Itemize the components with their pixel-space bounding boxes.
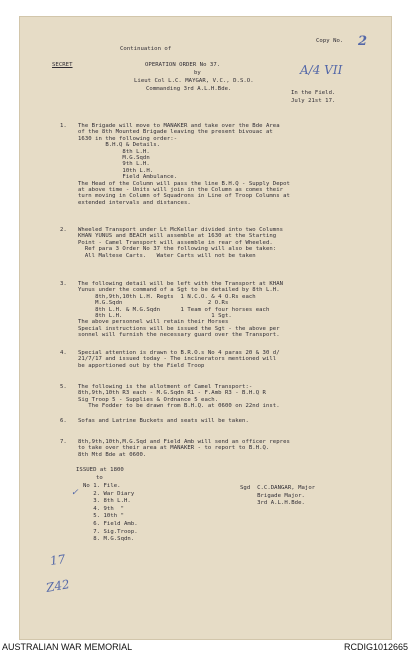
- paragraph-line: 8th L.H. & M.G.Sqdn 1 Team of four horses each: [78, 306, 270, 313]
- order-title: OPERATION ORDER No 37.: [145, 62, 221, 68]
- paragraph-line: 8th,9th,10th R3 each - M.G.Sqdn R1 - F.Amb R3 - B.H.Q R: [78, 390, 266, 397]
- signature-line: Sgd C.C.DANGAR, Major: [240, 485, 316, 491]
- paragraph-line: be apportioned out by the Field Troop: [78, 362, 205, 369]
- paragraph-line: Sofas and Latrine Buckets and seats will be taken.: [78, 418, 249, 424]
- distribution-item: 3. 8th L.H.: [83, 498, 131, 505]
- signature-line: Brigade Major.: [240, 492, 305, 499]
- date-label: July 21st 17.: [291, 98, 336, 104]
- paragraph-line: The Fodder to be drawn from B.H.Q. at 0600 on 22nd inst.: [78, 403, 280, 410]
- copy-no-value: 2: [358, 34, 368, 49]
- continuation-label: Continuation of: [120, 46, 172, 52]
- paragraph-line: Field Ambulance.: [78, 174, 178, 181]
- margin-note-2: Z42: [44, 577, 71, 595]
- tick-mark: ✓: [71, 488, 79, 498]
- paragraph-line: B.H.Q & Details.: [78, 142, 161, 149]
- paragraph-line: of the 8th Mounted Brigade leaving the present bivouac at: [78, 129, 273, 136]
- paragraph-line: 8th,9th,10th L.H. Regts 1 N.C.O. & 4 O.Rs each: [78, 293, 256, 300]
- paragraph-line: The following detail will be left with the Transport at KHAN: [78, 281, 284, 287]
- paragraph-line: to take over their area at MANAKER - to report to B.H.Q.: [78, 445, 270, 452]
- paragraph-line: Wheeled Transport under Lt McKellar divided into two Columns: [78, 227, 284, 233]
- paragraph-line: Sig Troop 5 - Supplies & Ordnance 5 each.: [78, 396, 219, 403]
- paragraph-line: 8th,9th,10th,M.G.Sqd and Field Amb will send an officer repres: [78, 439, 290, 445]
- distribution-item: No 1. File.: [83, 483, 121, 489]
- distribution-item: 7. Sig.Troop.: [83, 528, 138, 535]
- paragraph-number: 3.: [60, 281, 67, 287]
- paragraph-line: The Head of the Column will pass the line B.H.Q - Supply Depot: [78, 180, 290, 187]
- paragraph-line: 8th L.H. 1 Sgt.: [78, 313, 232, 319]
- paragraph-line: at above time - Units will join in the Column as comes their: [78, 187, 284, 193]
- paragraph-line: turn moving in Column of Squadrons in Line of Troop Columns at: [78, 193, 290, 200]
- distribution-item: 8. M.G.Sqdn.: [83, 536, 135, 543]
- distribution-item: 2. War Diary: [83, 490, 135, 497]
- paragraph-number: 6.: [60, 418, 67, 424]
- order-author: Lieut Col L.C. MAYGAR, V.C., D.S.O.: [134, 78, 254, 84]
- paragraph-line: 8th L.H.: [78, 148, 150, 155]
- paragraph-number: 5.: [60, 384, 67, 390]
- paragraph-line: Special attention is drawn to B.R.O.s No 4 paras 20 & 30 d/: [78, 350, 280, 356]
- paragraph-line: The above personnel will retain their Horses: [78, 319, 229, 326]
- paragraph-line: All Maltese Carts. Water Carts will not be taken: [78, 252, 256, 259]
- paragraph-line: Special instructions will be issued the Sgt - the above per: [78, 325, 280, 332]
- paragraph-line: Ref para 3 Order No 37 the following will also be taken:: [78, 246, 277, 253]
- paragraph-line: M.G.Sqdn: [78, 155, 150, 161]
- order-by: by: [194, 70, 201, 76]
- paragraph-line: The following is the allotment of Camel Transport:-: [78, 384, 253, 390]
- margin-note-1: 17: [49, 552, 67, 568]
- paragraph-line: 10th L.H.: [78, 167, 154, 174]
- issued-line: ISSUED at 1800: [76, 467, 124, 473]
- signature-line: 3rd A.L.H.Bde.: [240, 500, 305, 507]
- to-line: to: [96, 475, 103, 481]
- paragraph-line: M.G.Sqdn 2 O.Rs: [78, 300, 229, 307]
- secret-label: SECRET: [52, 62, 73, 68]
- paragraph-line: Yunus under the command of a Sgt to be detailed by 8th L.H.: [78, 287, 280, 294]
- paragraph-line: Point - Camel Transport will assemble in rear of Wheeled.: [78, 239, 273, 246]
- paragraph-line: sonnel will furnish the necessary guard over the Transport.: [78, 332, 280, 339]
- distribution-item: 6. Field Amb.: [83, 521, 138, 527]
- paragraph-number: 2.: [60, 227, 67, 233]
- paragraph-line: KHAN YUNUS and BEACH will assemble at 1630 at the Starting: [78, 233, 277, 240]
- archive-footer: [0, 640, 412, 654]
- paragraph-line: 21/7/17 and issued today - The incinerators mentioned will: [78, 356, 277, 363]
- place-label: In the Field.: [291, 90, 336, 96]
- paragraph-line: 8th Mtd Bde at 0600.: [78, 451, 147, 458]
- paragraph-line: 9th L.H.: [78, 161, 150, 168]
- paragraph-number: 1.: [60, 123, 67, 129]
- distribution-item: 5. 10th ": [83, 513, 125, 520]
- handwritten-annotation: A/4 VII: [300, 63, 343, 77]
- order-command: Commanding 3rd A.L.H.Bde.: [146, 86, 232, 92]
- document-page: [19, 16, 392, 640]
- copy-no-label: Copy No.: [316, 38, 344, 44]
- paragraph-number: 4.: [60, 350, 67, 356]
- paragraph-line: 1630 in the following order:-: [78, 135, 178, 142]
- paragraph-line: The Brigade will move to MANAKER and take over the Bde Area: [78, 123, 280, 129]
- distribution-item: 4. 9th ": [83, 505, 125, 512]
- record-id: RCDIG1012665: [343, 642, 408, 652]
- paragraph-line: extended intervals and distances.: [78, 199, 191, 206]
- paragraph-number: 7.: [60, 439, 67, 445]
- archive-name: AUSTRALIAN WAR MEMORIAL: [2, 642, 133, 652]
